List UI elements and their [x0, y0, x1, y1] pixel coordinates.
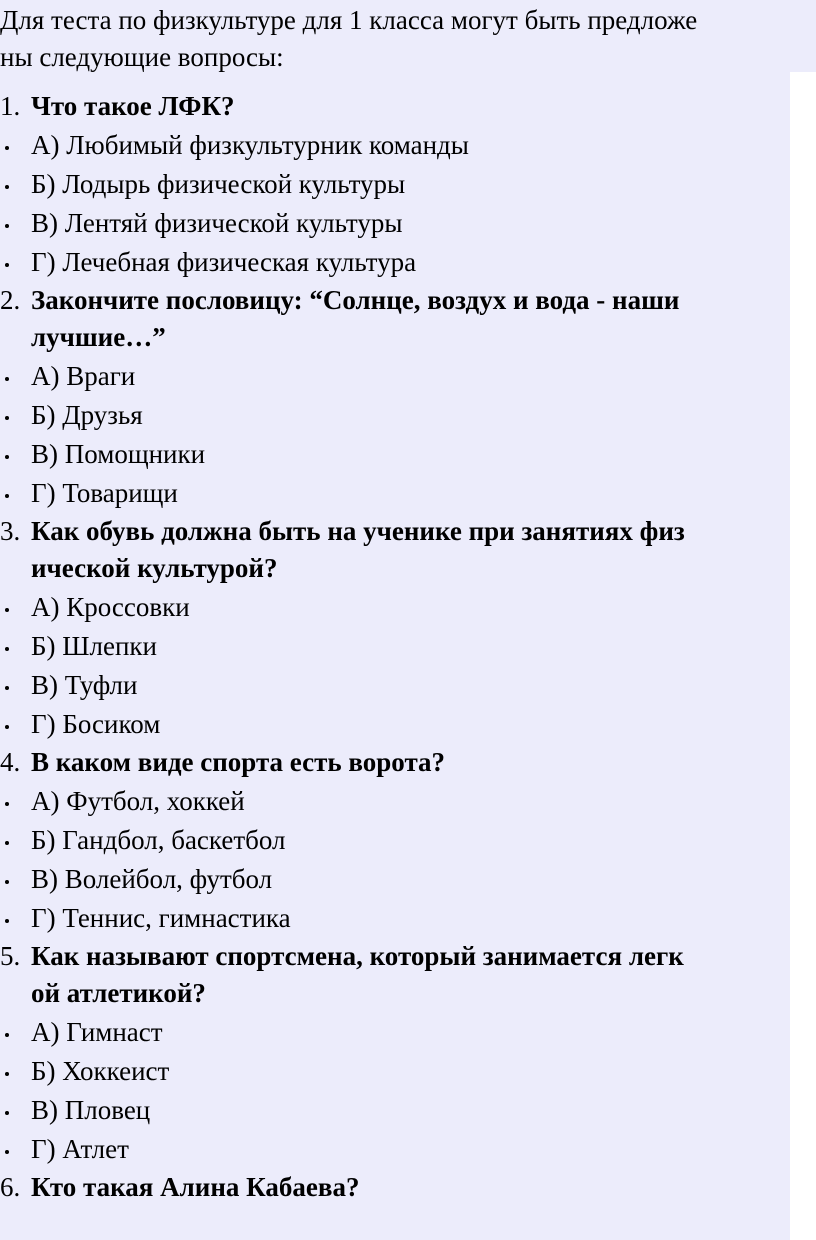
question-text: Как обувь должна быть на ученике при занятиях физ ической культурой? [31, 516, 685, 583]
bullet-icon [0, 1013, 31, 1052]
answer-option: Г) Теннис, гимнастика [0, 899, 790, 938]
answer-option: А) Враги [0, 357, 790, 396]
answer-option: Б) Друзья [0, 396, 790, 435]
answer-option: Г) Атлет [0, 1130, 790, 1169]
answer-option: В) Помощники [0, 435, 790, 474]
answer-option: А) Любимый физкультурник команды [0, 126, 790, 165]
question-text: Что такое ЛФК? [31, 91, 235, 121]
bullet-icon [0, 1052, 31, 1091]
answer-option: А) Гимнаст [0, 1013, 790, 1052]
answer-option: Б) Гандбол, баскетбол [0, 821, 790, 860]
answer-option: А) Футбол, хоккей [0, 782, 790, 821]
question-5 [0, 938, 790, 1169]
question-list [0, 88, 790, 1207]
bullet-icon [0, 860, 31, 899]
answer-option: Б) Лодырь физической культуры [0, 165, 790, 204]
question-number: 3. [0, 516, 21, 546]
answer-option: Г) Товарищи [0, 474, 790, 513]
answer-option: Г) Босиком [0, 705, 790, 744]
bullet-icon [0, 1091, 31, 1130]
bullet-icon [0, 1130, 31, 1169]
question-number: 5. [0, 941, 21, 971]
answer-option: А) Кроссовки [0, 588, 790, 627]
question-3 [0, 513, 790, 744]
question-number: 4. [0, 747, 21, 777]
question-number: 2. [0, 285, 21, 315]
bullet-icon [0, 782, 31, 821]
bullet-icon [0, 821, 31, 860]
answer-option: В) Волейбол, футбол [0, 860, 790, 899]
question-4 [0, 744, 790, 938]
intro-text: Для теста по физкультуре для 1 класса могут быть предложе ны следующие вопросы: [0, 5, 698, 72]
question-6 [0, 1169, 790, 1206]
bullet-icon [0, 588, 31, 627]
question-number: 6. [0, 1172, 21, 1202]
bullet-icon [0, 165, 31, 204]
question-text: В каком виде спорта есть ворота? [31, 747, 446, 777]
bullet-icon [0, 396, 31, 435]
question-text: Как называют спортсмена, который занимается легк ой атлетикой? [31, 941, 684, 1008]
bullet-icon [0, 204, 31, 243]
bullet-icon [0, 627, 31, 666]
answer-option: Б) Шлепки [0, 627, 790, 666]
answer-option: В) Лентяй физической культуры [0, 204, 790, 243]
question-2 [0, 282, 790, 513]
answer-option: Г) Лечебная физическая культура [0, 243, 790, 282]
question-1 [0, 88, 790, 282]
bullet-icon [0, 126, 31, 165]
answer-option: В) Туфли [0, 666, 790, 705]
bullet-icon [0, 357, 31, 396]
bullet-icon [0, 474, 31, 513]
question-text: Закончите пословицу: “Солнце, воздух и вода - наши лучшие…” [31, 285, 680, 352]
question-text: Кто такая Алина Кабаева? [31, 1172, 360, 1202]
question-number: 1. [0, 91, 21, 121]
bullet-icon [0, 899, 31, 938]
bullet-icon [0, 243, 31, 282]
answer-option: В) Пловец [0, 1091, 790, 1130]
answer-option: Б) Хоккеист [0, 1052, 790, 1091]
bullet-icon [0, 435, 31, 474]
bullet-icon [0, 666, 31, 705]
bullet-icon [0, 705, 31, 744]
